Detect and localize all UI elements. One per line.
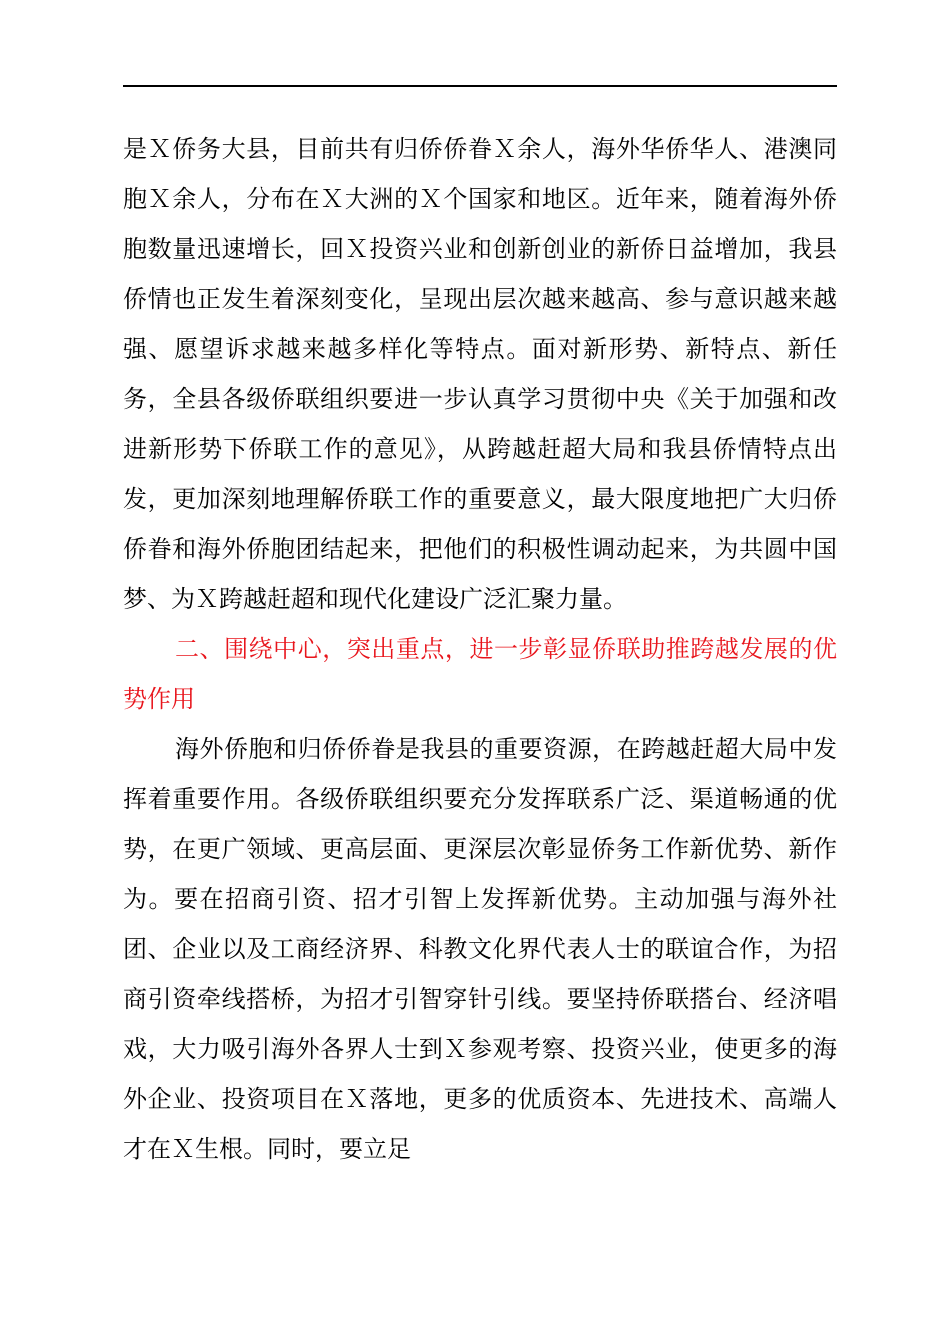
body-paragraph-1: 是Ｘ侨务大县，目前共有归侨侨眷Ｘ余人，海外华侨华人、港澳同胞Ｘ余人，分布在Ｘ大洲的Ｘ个国家和地区。近年来，随着海外侨胞数量迅速增长，回Ｘ投资兴业和创新创业的新侨日益增加，我县侨情也正发生着深刻变化，呈现出层次越来越高、参与意识越来越强、愿望诉求越来越多样化等特点。面对新形势、新特点、新任务，全县各级侨联组织要进一步认真学习贯彻中央《关于加强和改进新形势下侨联工作的意见》，从跨越赶超大局和我县侨情特点出发，更加深刻地理解侨联工作的重要意义，最大限度地把广大归侨侨眷和海外侨胞团结起来，把他们的积极性调动起来，为共圆中国梦、为Ｘ跨越赶超和现代化建设广泛汇聚力量。 <box>123 135 837 613</box>
body-paragraph-2: 海外侨胞和归侨侨眷是我县的重要资源，在跨越赶超大局中发挥着重要作用。各级侨联组织要充分发挥联系广泛、渠道畅通的优势，在更广领域、更高层面、更深层次彰显侨务工作新优势、新作为。要在招商引资、招才引智上发挥新优势。主动加强与海外社团、企业以及工商经济界、科教文化界代表人士的联谊合作，为招商引资牵线搭桥，为招才引智穿针引线。要坚持侨联搭台、经济唱戏，大力吸引海外各界人士到Ｘ参观考察、投资兴业，使更多的海外企业、投资项目在Ｘ落地，更多的优质资本、先进技术、高端人才在Ｘ生根。同时，要立足 <box>123 735 837 1163</box>
header-rule <box>123 85 837 87</box>
document-body <box>123 124 837 1174</box>
section-heading: 二、围绕中心，突出重点，进一步彰显侨联助推跨越发展的优势作用 <box>123 635 837 713</box>
